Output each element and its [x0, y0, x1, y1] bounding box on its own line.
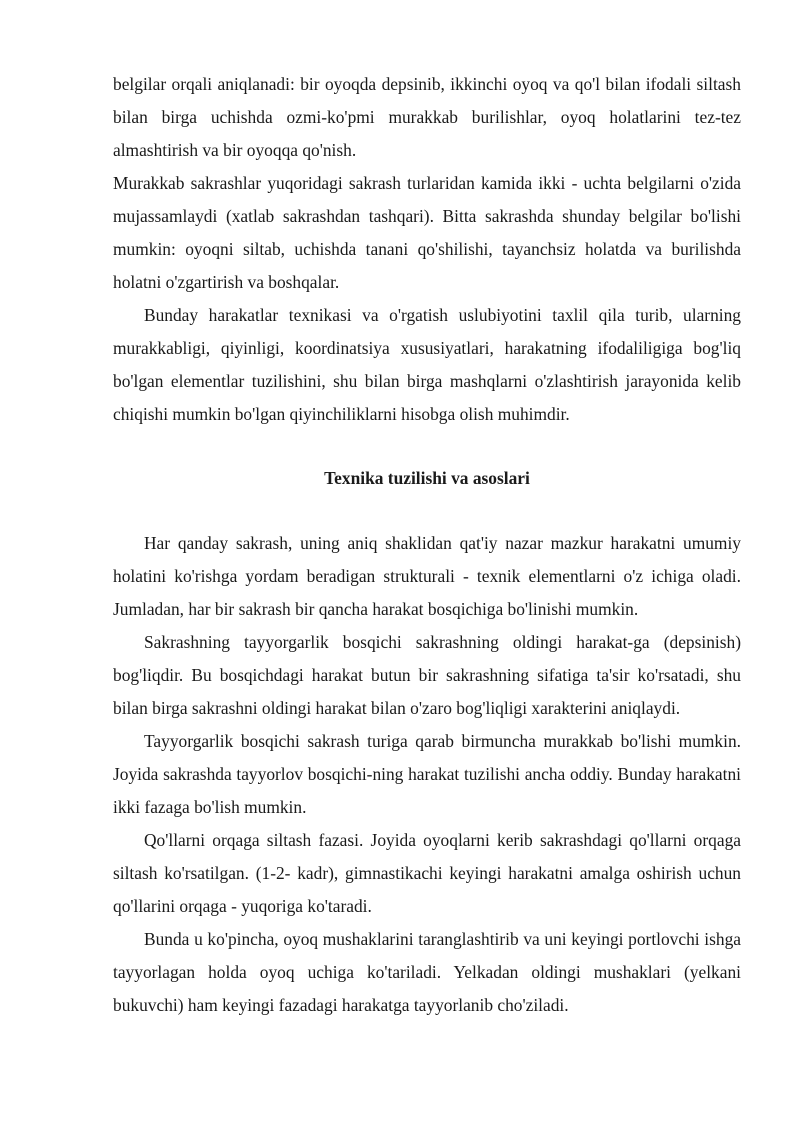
page-content [113, 68, 741, 1022]
paragraph-preparation-complexity: Tayyorgarlik bosqichi sakrash turiga qarab birmuncha murakkab bo'lishi mumkin. Joyida sakrashda tayyorlov bosqichi-ning harakat tuzilishi ancha oddiy. Bunday harakatni ikki fazaga bo'lish mumkin. [113, 731, 741, 817]
section-heading: Texnika tuzilishi va asoslari [324, 468, 530, 488]
paragraph-continuation: belgilar orqali aniqlanadi: bir oyoqda depsinib, ikkinchi oyoq va qo'l bilan ifodali siltash bilan birga uchishda ozmi-ko'pmi murakkab burilishlar, oyoq holatlarini tez-tez almashtirish va bir oyoqqa qo'nish. [113, 74, 741, 160]
paragraph-structure: Har qanday sakrash, uning aniq shaklidan qat'iy nazar mazkur harakatni umumiy holatini ko'rishga yordam beradigan strukturali - texnik elementlarni o'z ichiga oladi. Jumladan, har bir sakrash bir qancha harakat bosqichiga bo'linishi mumkin. [113, 533, 741, 619]
paragraph-technique-analysis: Bunday harakatlar texnikasi va o'rgatish uslubiyotini taxlil qila turib, ularning murakkabligi, qiyinligi, koordinatsiya xususiyatlari, harakatning ifodaliligiga bog'liq bo'lgan elementlar tuzilishini, shu bilan birga mashqlarni o'zlashtirish jarayonida kelib chiqishi mumkin bo'lgan qiyinchiliklarni hisobga olish muhimdir. [113, 305, 741, 424]
paragraph-preparation-phase: Sakrashning tayyorgarlik bosqichi sakrashning oldingi harakat-ga (depsinish) bog'liqdir. Bu bosqichdagi harakat butun bir sakrashning sifatiga ta'sir ko'rsatadi, shu bilan birga sakrashni oldingi harakat bilan o'zaro bog'liqligi xarakterini aniqlaydi. [113, 632, 741, 718]
paragraph-arm-swing-phase: Qo'llarni orqaga siltash fazasi. Joyida oyoqlarni kerib sakrashdagi qo'llarni orqaga siltash ko'rsatilgan. (1-2- kadr), gimnastikachi keyingi harakatni amalga oshirish uchun qo'llarini orqaga - yuqoriga ko'taradi. [113, 830, 741, 916]
paragraph-toe-rise: Bunda u ko'pincha, oyoq mushaklarini taranglashtirib va uni keyingi portlovchi ishga tayyorlagan holda oyoq uchiga ko'tariladi. Yelkadan oldingi mushaklari (yelkani bukuvchi) ham keyingi fazadagi harakatga tayyorlanib cho'ziladi. [113, 929, 741, 1015]
paragraph-complex-jumps: Murakkab sakrashlar yuqoridagi sakrash turlaridan kamida ikki - uchta belgilarni o'zida mujassamlaydi (xatlab sakrashdan tashqari). Bitta sakrashda shunday belgilar bo'lishi mumkin: oyoqni siltab, uchishda tanani qo'shilishi, tayanchsiz holatda va burilishda holatni o'zgartirish va boshqalar. [113, 173, 741, 292]
